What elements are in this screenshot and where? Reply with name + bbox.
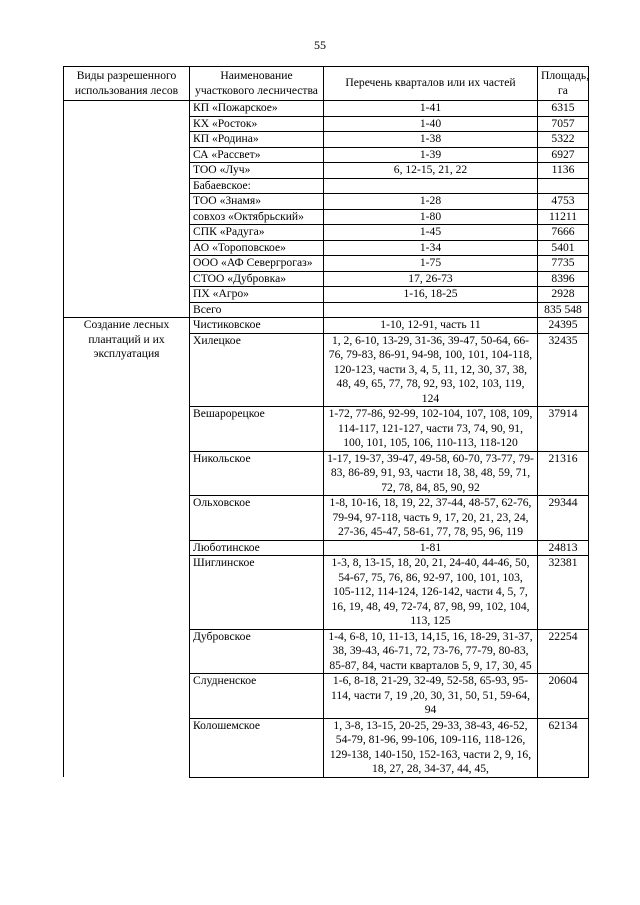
cell-forestry: Всего — [190, 302, 324, 318]
cell-area: 29344 — [538, 496, 589, 541]
cell-area: 7735 — [538, 256, 589, 272]
cell-quarters: 1-6, 8-18, 21-29, 32-49, 52-58, 65-93, 95-114, части 7, 19 ,20, 30, 31, 50, 51, 59-64, 94 — [324, 674, 538, 719]
cell-area: 11211 — [538, 209, 589, 225]
cell-area: 835 548 — [538, 302, 589, 318]
cell-quarters: 1-34 — [324, 240, 538, 256]
cell-quarters: 1-39 — [324, 147, 538, 163]
cell-quarters: 1-3, 8, 13-15, 18, 20, 21, 24-40, 44-46, 50, 54-67, 75, 76, 86, 92-97, 100, 101, 103, 105-112, 114-124, 126-142, части 4, 5, 7, 16, 19, 48, 49, 72-74, 87, 98, 99, 102, 104, 113, 125 — [324, 556, 538, 630]
header-forestry: Наименование участкового лесничества — [190, 67, 324, 101]
cell-area: 24813 — [538, 540, 589, 556]
header-quarters: Перечень кварталов или их частей — [324, 67, 538, 101]
cell-area: 2928 — [538, 287, 589, 303]
cell-forestry: КХ «Росток» — [190, 116, 324, 132]
cell-area: 6315 — [538, 101, 589, 117]
cell-purpose: Создание лесных плантаций и их эксплуатация — [64, 318, 190, 778]
table-header-row — [64, 67, 589, 101]
cell-forestry: КП «Пожарское» — [190, 101, 324, 117]
cell-quarters: 1-8, 10-16, 18, 19, 22, 37-44, 48-57, 62-76, 79-94, 97-118, часть 9, 17, 20, 21, 23, 24, 27-36, 45-47, 58-61, 77, 78, 95, 96, 119 — [324, 496, 538, 541]
cell-area: 6927 — [538, 147, 589, 163]
forest-use-table — [63, 66, 589, 778]
cell-forestry: Чистиковское — [190, 318, 324, 334]
cell-forestry: СА «Рассвет» — [190, 147, 324, 163]
cell-forestry: АО «Тороповское» — [190, 240, 324, 256]
cell-forestry: СПК «Радуга» — [190, 225, 324, 241]
cell-forestry: Люботинское — [190, 540, 324, 556]
cell-area: 7666 — [538, 225, 589, 241]
cell-area: 24395 — [538, 318, 589, 334]
cell-forestry: Шиглинское — [190, 556, 324, 630]
cell-forestry: Ольховское — [190, 496, 324, 541]
cell-area: 7057 — [538, 116, 589, 132]
table-row — [64, 101, 589, 117]
cell-area: 32435 — [538, 333, 589, 407]
cell-area: 1136 — [538, 163, 589, 179]
table-row — [64, 318, 589, 334]
cell-quarters: 1-40 — [324, 116, 538, 132]
header-purpose: Виды разрешенного использования лесов — [64, 67, 190, 101]
cell-area: 62134 — [538, 718, 589, 777]
cell-forestry: Вешарорецкое — [190, 407, 324, 452]
cell-quarters: 1-81 — [324, 540, 538, 556]
cell-forestry: Хилецкое — [190, 333, 324, 407]
cell-quarters: 1-16, 18-25 — [324, 287, 538, 303]
cell-quarters: 1-72, 77-86, 92-99, 102-104, 107, 108, 109, 114-117, 121-127, части 73, 74, 90, 91, 100, 101, 105, 106, 110-113, 118-120 — [324, 407, 538, 452]
cell-forestry: ООО «АФ Севергрогаз» — [190, 256, 324, 272]
cell-area: 32381 — [538, 556, 589, 630]
cell-forestry: СТОО «Дубровка» — [190, 271, 324, 287]
cell-quarters — [324, 302, 538, 318]
cell-area: 8396 — [538, 271, 589, 287]
cell-forestry: ТОО «Знамя» — [190, 194, 324, 210]
cell-area: 5322 — [538, 132, 589, 148]
cell-forestry: Колошемское — [190, 718, 324, 777]
cell-area: 37914 — [538, 407, 589, 452]
cell-area: 4753 — [538, 194, 589, 210]
cell-quarters: 1-4, 6-8, 10, 11-13, 14,15, 16, 18-29, 31-37, 38, 39-43, 46-71, 72, 73-76, 77-79, 80-83, 85-87, 84, части кварталов 5, 9, 17, 30, 45 — [324, 629, 538, 674]
table-body — [64, 101, 589, 778]
cell-area — [538, 178, 589, 194]
cell-forestry: совхоз «Октябрьский» — [190, 209, 324, 225]
cell-quarters: 1, 3-8, 13-15, 20-25, 29-33, 38-43, 46-52, 54-79, 81-96, 99-106, 109-116, 118-126, 129-138, 140-150, 152-163, части 2, 9, 16, 18, 27, 28, 34-37, 44, 45, — [324, 718, 538, 777]
cell-quarters: 1-41 — [324, 101, 538, 117]
cell-quarters: 1-28 — [324, 194, 538, 210]
cell-quarters: 1-10, 12-91, часть 11 — [324, 318, 538, 334]
cell-forestry: Дубровское — [190, 629, 324, 674]
cell-area: 5401 — [538, 240, 589, 256]
cell-forestry: КП «Родина» — [190, 132, 324, 148]
cell-quarters: 6, 12-15, 21, 22 — [324, 163, 538, 179]
header-area: Площадь, га — [538, 67, 589, 101]
cell-quarters: 1, 2, 6-10, 13-29, 31-36, 39-47, 50-64, 66-76, 79-83, 86-91, 94-98, 100, 101, 104-118, 120-123, части 3, 4, 5, 11, 12, 30, 37, 38, 48, 49, 65, 77, 78, 92, 93, 102, 103, 119, 124 — [324, 333, 538, 407]
cell-quarters: 1-17, 19-37, 39-47, 49-58, 60-70, 73-77, 79-83, 86-89, 91, 93, части 18, 38, 48, 59, 71, 72, 78, 84, 85, 90, 92 — [324, 451, 538, 496]
cell-forestry: Бабаевское: — [190, 178, 324, 194]
cell-quarters: 1-75 — [324, 256, 538, 272]
cell-quarters: 1-80 — [324, 209, 538, 225]
cell-forestry: Никольское — [190, 451, 324, 496]
cell-area: 20604 — [538, 674, 589, 719]
page-number: 55 — [314, 38, 326, 52]
cell-forestry: ТОО «Луч» — [190, 163, 324, 179]
cell-forestry: ПХ «Агро» — [190, 287, 324, 303]
cell-quarters — [324, 178, 538, 194]
cell-purpose — [64, 101, 190, 318]
cell-quarters: 1-38 — [324, 132, 538, 148]
cell-forestry: Слудненское — [190, 674, 324, 719]
cell-quarters: 17, 26-73 — [324, 271, 538, 287]
cell-area: 21316 — [538, 451, 589, 496]
cell-area: 22254 — [538, 629, 589, 674]
cell-quarters: 1-45 — [324, 225, 538, 241]
